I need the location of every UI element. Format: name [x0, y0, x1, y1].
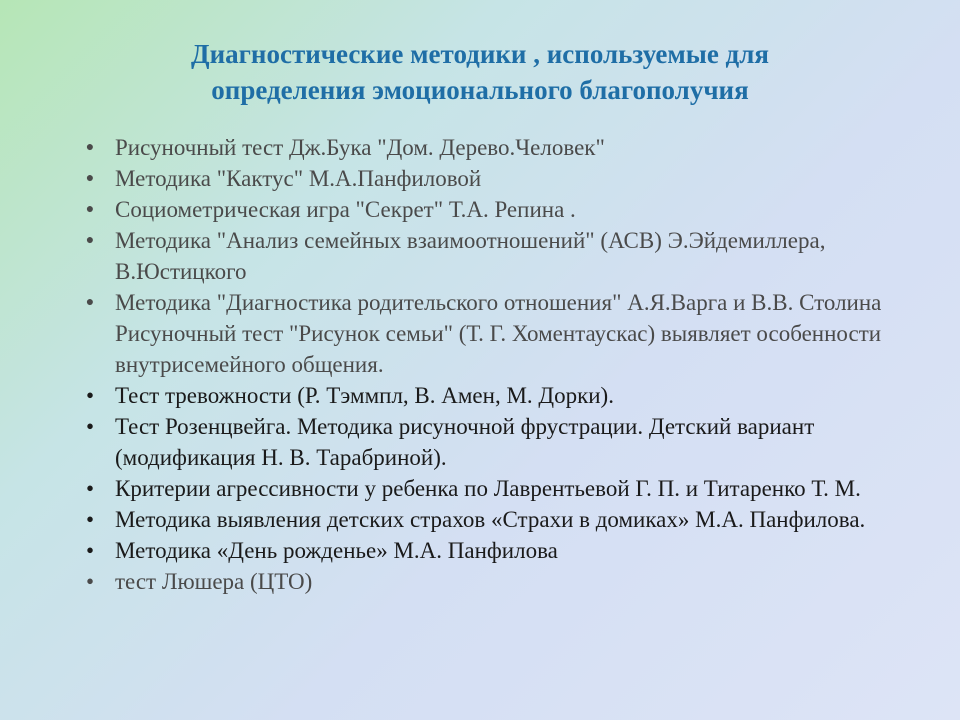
list-item-text: Методика "Анализ семейных взаимоотношений" (АСВ) Э.Эйдемиллера, В.Юстицкого: [115, 228, 826, 284]
bullet-icon: ●: [85, 140, 95, 155]
bullet-icon: •: [85, 383, 95, 408]
list-item: [72, 473, 932, 504]
bullet-icon: •: [85, 569, 95, 594]
bullet-icon: ●: [85, 171, 95, 186]
title-line-2: определения эмоционального благополучия: [211, 75, 749, 105]
list-item-text: Критерии агрессивности у ребенка по Лаврентьевой Г. П. и Титаренко Т. М.: [115, 476, 861, 501]
bullet-icon: •: [85, 507, 95, 532]
list-item: [72, 380, 932, 411]
list-item-text: Тест тревожности (Р. Тэммпл, В. Амен, М. Дорки).: [115, 383, 614, 408]
list-item-text: Социометрическая игра "Секрет" Т.А. Репина .: [115, 197, 576, 222]
list-item: [72, 411, 932, 473]
list-item: [72, 566, 932, 597]
list-item: [72, 504, 932, 535]
list-item: [72, 163, 932, 194]
list-item-text: Методика "Диагностика родительского отношения" А.Я.Варга и В.В. Столина Рисуночный тест "Рисунок семьи" (Т. Г. Хоментаускас) выявляет особенности внутрисемейного общения.: [115, 290, 882, 377]
list-item-text: Методика «День рожденье» М.А. Панфилова: [115, 538, 558, 563]
list-item: [72, 225, 932, 287]
list-item-text: Рисуночный тест Дж.Бука "Дом. Дерево.Человек": [115, 135, 605, 160]
bullet-icon: •: [85, 538, 95, 563]
bullet-icon: ●: [85, 202, 95, 217]
list-item: [72, 287, 932, 380]
bullet-icon: •: [85, 414, 95, 439]
list-item: [72, 535, 932, 566]
slide-title: [60, 36, 900, 108]
list-item-text: тест Люшера (ЦТО): [115, 569, 313, 594]
methods-list: [72, 132, 932, 597]
list-item: [72, 194, 932, 225]
bullet-icon: ●: [85, 295, 95, 310]
list-item-text: Тест Розенцвейга. Методика рисуночной фрустрации. Детский вариант (модификация Н. В. Тарабриной).: [115, 414, 815, 470]
list-item-text: Методика выявления детских страхов «Страхи в домиках» М.А. Панфилова.: [115, 507, 866, 532]
list-item-text: Методика "Кактус" М.А.Панфиловой: [115, 166, 482, 191]
bullet-icon: •: [85, 476, 95, 501]
title-line-1: Диагностические методики , используемые для: [191, 39, 769, 69]
list-item: [72, 132, 932, 163]
bullet-icon: ●: [85, 233, 95, 248]
